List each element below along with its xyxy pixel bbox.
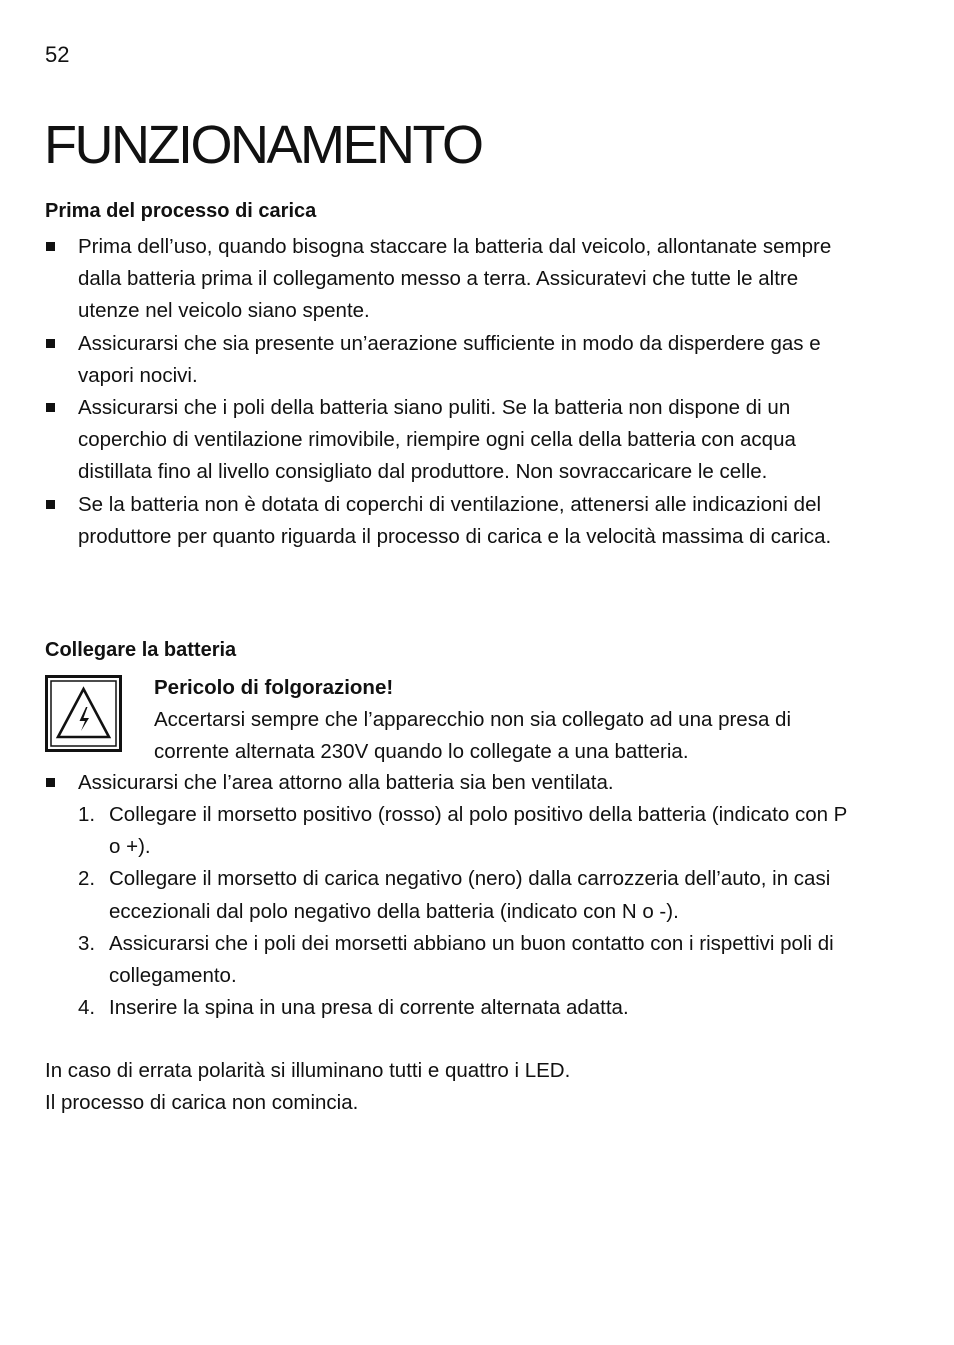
square-bullet-icon (46, 403, 55, 412)
step-item (45, 799, 860, 863)
step-item (45, 992, 860, 1024)
page-number: 52 (45, 42, 70, 67)
section-heading-connect-battery: Collegare la batteria (45, 639, 237, 661)
list-item-text: Se la batteria non è dotata di coperchi di ventilazione, attenersi alle indicazioni del produttore per quanto riguarda il processo di carica e la velocità massima di carica. (78, 492, 832, 548)
list-item-text: Assicurarsi che sia presente un’aerazione sufficiente in modo da disperdere gas e vapori nocivi. (78, 331, 821, 387)
section-heading-before-charging: Prima del processo di carica (45, 200, 317, 222)
square-bullet-icon (46, 778, 55, 787)
page-title: FUNZIONAMENTO (44, 115, 482, 175)
list-item (45, 392, 860, 489)
step-text: Inserire la spina in una presa di corrente alternata adatta. (109, 996, 629, 1020)
list-item (45, 231, 860, 328)
step-text: Collegare il morsetto positivo (rosso) al polo positivo della batteria (indicato con P o +). (109, 803, 847, 859)
list-item-text: Assicurarsi che i poli della batteria siano puliti. Se la batteria non dispone di un coperchio di ventilazione rimovibile, riempire ogni cella della batteria con acqua distillata fino al livello consigliato dal produttore. Non sovraccaricare le celle. (78, 396, 796, 484)
step-text: Assicurarsi che i poli dei morsetti abbiano un buon contatto con i rispettivi poli di collegamento. (109, 931, 834, 988)
square-bullet-icon (46, 500, 55, 509)
square-bullet-icon (46, 339, 55, 348)
list-item-text: Assicurarsi che l’area attorno alla batteria sia ben ventilata. (78, 771, 614, 794)
list-item (45, 489, 860, 553)
ventilation-bullet-list (45, 767, 860, 799)
list-item (45, 328, 860, 392)
step-number: 1. (78, 803, 96, 826)
warning-title: Pericolo di folgorazione! (154, 676, 394, 699)
pre-charge-bullet-list (45, 231, 860, 553)
list-item-text: Prima dell’uso, quando bisogna staccare la batteria dal veicolo, allontanate sempre dalla batteria prima il collegamento messo a terra. Assicuratevi che tutte le altre utenze nel veicolo siano spente. (78, 235, 832, 323)
square-bullet-icon (46, 242, 55, 251)
step-number: 3. (78, 931, 96, 955)
warning-block (154, 672, 864, 769)
list-item (45, 767, 860, 799)
warning-text: Accertarsi sempre che l’apparecchio non sia collegato ad una presa di corrente alternata 230V quando lo collegate a una batteria. (154, 708, 792, 764)
polarity-note-line-2: Il processo di carica non comincia. (45, 1091, 359, 1114)
high-voltage-warning-icon (45, 675, 122, 752)
step-text: Collegare il morsetto di carica negativo (nero) dalla carrozzeria dell’auto, in casi eccezionali dal polo negativo della batteria (indicato con N o -). (109, 867, 831, 923)
step-number: 4. (78, 996, 96, 1020)
connection-steps-list (45, 799, 860, 1024)
polarity-note-line-1: In caso di errata polarità si illuminano tutti e quattro i LED. (45, 1059, 571, 1082)
step-item (45, 863, 860, 927)
step-item (45, 928, 860, 992)
step-number: 2. (78, 867, 96, 891)
